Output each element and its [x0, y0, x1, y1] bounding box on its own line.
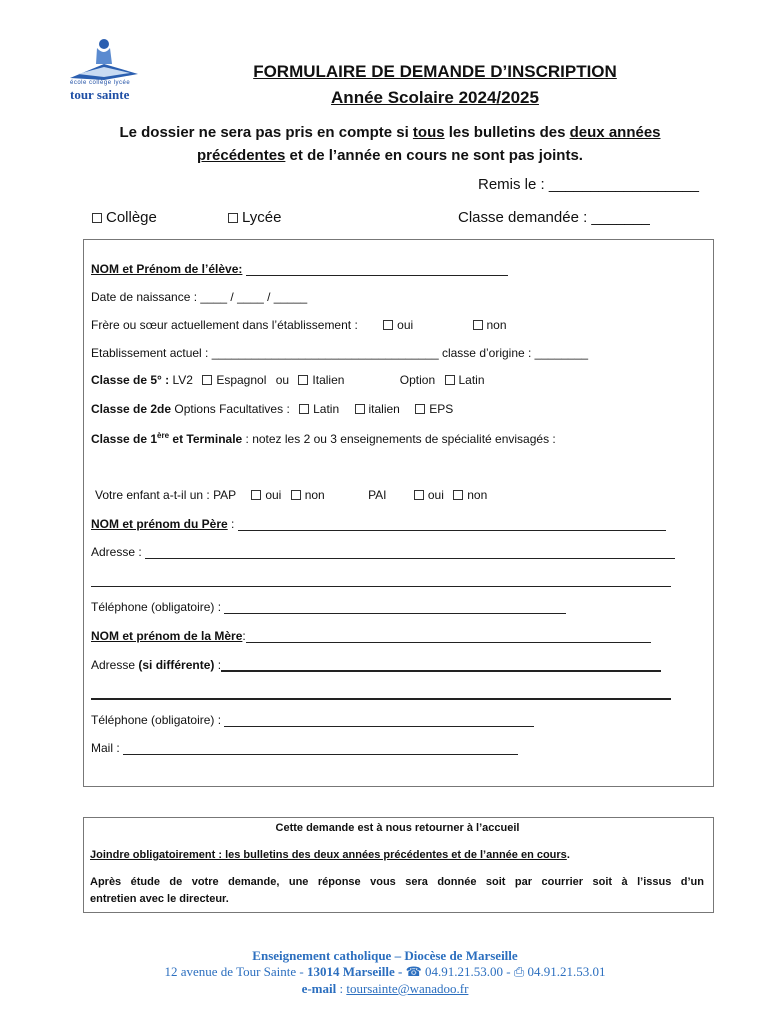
italien-checkbox[interactable] — [298, 375, 308, 385]
pai-oui-checkbox[interactable] — [414, 490, 424, 500]
footer-address: 12 avenue de Tour Sainte - 13014 Marseille - ☎ 04.91.21.53.00 - ⎙ 04.91.21.53.01 — [164, 964, 606, 979]
classe-2-row: Classe de 2de Options Facultatives : Latin italien EPS — [91, 402, 454, 416]
lycee-option[interactable]: Lycée — [228, 209, 281, 226]
latin-5-checkbox[interactable] — [445, 375, 455, 385]
college-checkbox[interactable] — [92, 213, 102, 223]
notice-response: Après étude de votre demande, une réponse vous sera donnée soit par courrier soit à l’issus d’un — [90, 876, 704, 888]
espagnol-checkbox[interactable] — [202, 375, 212, 385]
intro-text: Le dossier ne sera pas pris en compte si tous les bulletins des deux années précédentes et de l’année en cours ne sont pas joints. — [119, 124, 661, 164]
lycee-checkbox[interactable] — [228, 213, 238, 223]
college-option[interactable]: Collège — [92, 209, 157, 226]
form-title: FORMULAIRE DE DEMANDE D’INSCRIPTION — [253, 62, 617, 81]
school-year: Année Scolaire 2024/2025 — [331, 88, 539, 107]
email-link[interactable]: toursainte@wanadoo.fr — [346, 981, 469, 996]
footer-diocese: Enseignement catholique – Diocèse de Marseille — [252, 948, 518, 963]
logo-subtitle: école collège lycée — [70, 80, 131, 86]
pap-oui-checkbox[interactable] — [251, 490, 261, 500]
latin-2-checkbox[interactable] — [299, 404, 309, 414]
italien-2-checkbox[interactable] — [355, 404, 365, 414]
father-name-field[interactable]: NOM et prénom du Père : — [91, 517, 666, 531]
footer-email: e-mail : toursainte@wanadoo.fr — [301, 981, 469, 996]
father-phone-field[interactable]: Téléphone (obligatoire) : — [91, 600, 566, 614]
pai-non-checkbox[interactable] — [453, 490, 463, 500]
remis-le-field[interactable]: Remis le : __________________ — [478, 176, 700, 193]
father-address-line2[interactable] — [91, 573, 671, 587]
pap-non-checkbox[interactable] — [291, 490, 301, 500]
sibling-non-checkbox[interactable] — [473, 320, 483, 330]
mail-field[interactable]: Mail : — [91, 741, 518, 755]
birth-date-field[interactable]: Date de naissance : ____ / ____ / _____ — [91, 290, 308, 304]
classe-demandee-field[interactable]: Classe demandée : _______ — [458, 209, 650, 226]
mother-name-field[interactable]: NOM et prénom de la Mère: — [91, 629, 651, 643]
mother-phone-field[interactable]: Téléphone (obligatoire) : — [91, 713, 534, 727]
notice-return: Cette demande est à nous retourner à l’accueil — [275, 822, 520, 834]
mother-address-line2[interactable] — [91, 686, 671, 700]
sibling-oui-checkbox[interactable] — [383, 320, 393, 330]
notice-required: Joindre obligatoirement : les bulletins des deux années précédentes et de l’année en cours. — [90, 849, 570, 861]
current-school-field[interactable]: Etablissement actuel : __________________________________ classe d’origine : ________ — [91, 346, 589, 360]
student-name-field[interactable]: NOM et Prénom de l’élève: — [91, 262, 508, 276]
pap-pai-row: Votre enfant a-t-il un : PAP oui non PAI oui non — [95, 488, 488, 502]
father-address-field[interactable]: Adresse : — [91, 545, 675, 559]
classe-1-row: Classe de 1ère et Terminale : notez les 2 ou 3 enseignements de spécialité envisagés : — [91, 431, 556, 446]
classe-5-row: Classe de 5° : LV2 Espagnol ou Italien Option Latin — [91, 373, 485, 387]
sibling-row: Frère ou sœur actuellement dans l’établissement : oui non — [91, 318, 507, 332]
notice-response-cont: entretien avec le directeur. — [90, 893, 229, 905]
phone-icon: ☎ — [405, 964, 422, 979]
fax-icon: ⎙ — [513, 964, 525, 979]
mother-address-field[interactable]: Adresse (si différente) : — [91, 658, 661, 672]
eps-checkbox[interactable] — [415, 404, 425, 414]
logo-name: tour sainte — [70, 87, 130, 102]
